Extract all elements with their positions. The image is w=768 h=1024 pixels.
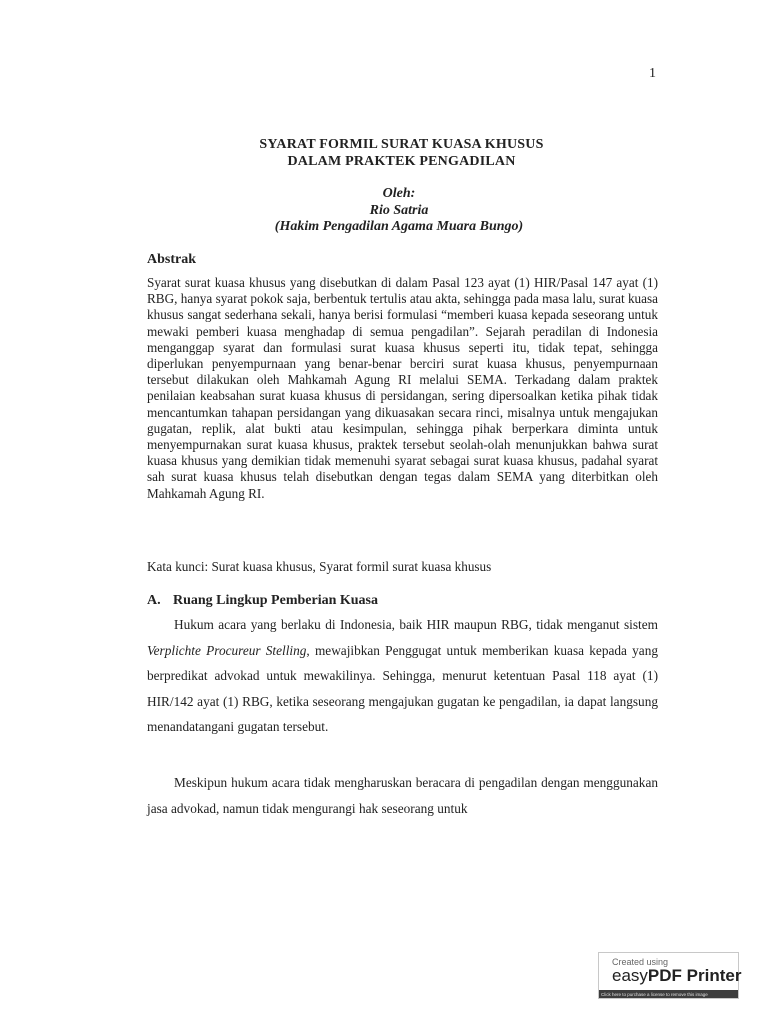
- author-affiliation: (Hakim Pengadilan Agama Muara Bungo): [274, 219, 524, 234]
- brand-easy: easy: [612, 966, 648, 985]
- body-paragraph-2: Meskipun hukum acara tidak mengharuskan beracara di pengadilan dengan menggunakan jasa advokad, namun tidak mengurangi hak seseorang untuk: [147, 775, 658, 816]
- brand-printer: Printer: [686, 966, 742, 985]
- byline-label: Oleh:: [382, 186, 416, 201]
- page-number: 1: [649, 66, 656, 81]
- watermark-created-using: Created using: [612, 957, 669, 967]
- italic-term: Verplichte Procureur Stelling: [147, 642, 307, 658]
- body-paragraph-1: [147, 612, 658, 740]
- title-line-2: DALAM PRAKTEK PENGADILAN: [287, 154, 516, 169]
- watermark-purchase-link[interactable]: Click here to purchase a license to remove this image: [601, 992, 708, 997]
- section-title: Ruang Lingkup Pemberian Kuasa: [173, 593, 378, 608]
- author-name: Rio Satria: [369, 202, 429, 218]
- document-title: [0, 136, 768, 170]
- title-line-1: SYARAT FORMIL SURAT KUASA KHUSUS: [259, 137, 544, 152]
- watermark-brand: [612, 966, 741, 986]
- easypdf-watermark-badge[interactable]: [598, 952, 742, 999]
- abstract-heading: Abstrak: [147, 252, 197, 267]
- paragraph-1-text-start: Hukum acara yang berlaku di Indonesia, baik HIR maupun RBG, tidak menganut sistem: [174, 617, 658, 632]
- paragraph-1-text-end: , mewajibkan Penggugat untuk memberikan kuasa kepada yang berpredikat advokad untuk mewakilinya. Sehingga, menurut ketentuan Pasal 118 ayat (1) HIR/142 ayat (1) RBG, ketika seseorang mengajukan gugatan ke pengadilan, ia dapat langsung menandatangani gugatan tersebut.: [147, 642, 658, 735]
- abstract-text: Syarat surat kuasa khusus yang disebutkan di dalam Pasal 123 ayat (1) HIR/Pasal 147 ayat (1) RBG, hanya syarat pokok saja, berbentuk tertulis atau akta, sehingga pada masa lalu, surat kuasa khusus sangat sederhana sekali, hanya berisi formulasi “memberi kuasa kepada seseorang untuk mewaki pemberi kuasa menghadap di semua pengadilan”. Sejarah peradilan di Indonesia menganggap syarat dan formulasi surat kuasa khusus seperti itu, tidak tepat, sehingga diperlukan penyempurnaan yang benar-benar berciri surat kuasa khusus, penyempurnaan tersebut dilakukan oleh Mahkamah Agung RI melalui SEMA. Terkadang dalam praktek penilaian keabsahan surat kuasa khusus di persidangan, sering dipersoalkan ketika pihak tidak mencantumkan tahapan persidangan yang dikuasakan secara rinci, misalnya untuk mengajukan gugatan, replik, alat bukti atau kesimpulan, sehingga pihak berperkara diminta untuk menyempurnakan surat kuasa khusus, praktek tersebut seolah-olah menunjukkan bahwa surat kuasa khusus yang demikian tidak memenuhi syarat sebagai surat kuasa khusus, padahal syarat sah surat kuasa khusus telah disebutkan dengan tegas dalam SEMA yang diterbitkan oleh Mahkamah Agung RI.: [147, 275, 658, 501]
- byline: [0, 186, 768, 236]
- section-number: A.: [147, 593, 161, 608]
- section-heading: [147, 593, 378, 609]
- keywords: Kata kunci: Surat kuasa khusus, Syarat formil surat kuasa khusus: [147, 559, 492, 574]
- brand-pdf: PDF: [647, 966, 682, 985]
